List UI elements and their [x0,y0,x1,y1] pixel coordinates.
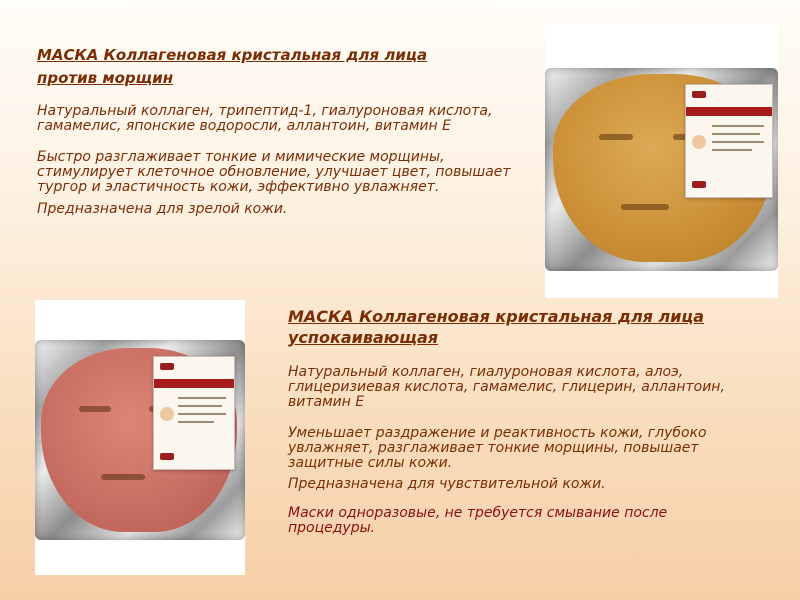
product1-description [37,44,517,217]
product2-title-line2: успокаивающая [288,328,439,347]
product1-purpose: Предназначена для зрелой кожи. [37,201,288,217]
foil-package [35,340,245,540]
product2-title-line1: МАСКА Коллагеновая кристальная для лица [288,307,705,326]
product2-photo [35,300,245,575]
mask-eye-slit-left [79,406,111,412]
usage-note: Маски одноразовые, не требуется смывание после процедуры. [288,505,668,536]
product1-title-line1: МАСКА Коллагеновая кристальная для лица [37,46,428,64]
product1-ingredients: Натуральный коллаген, трипептид-1, гиалуроновая кислота, гамамелис, японские водоросли, аллантоин, витамин Е [37,103,493,134]
model-face-image [160,407,174,421]
product2-effect: Уменьшает раздражение и реактивность кожи, глубоко увлажняет, разглаживает тонкие морщины, повышает защитные силы кожи. [288,425,707,471]
product1-title-line2: против морщин [37,69,174,87]
mask-eye-slit-left [599,134,633,140]
brand-logo [692,91,706,98]
label-band [686,107,772,116]
product2-description [288,306,758,536]
product-label-card [685,84,773,198]
product1-photo [545,23,778,298]
product2-ingredients: Натуральный коллаген, гиалуроновая кислота, алоэ, глицеризиевая кислота, гамамелис, глицерин, аллантоин, витамин Е [288,364,725,410]
brand-logo-bottom [160,453,174,460]
brand-logo [160,363,174,370]
product-label-card [153,356,235,470]
mask-mouth-slit [101,474,145,480]
product1-effect: Быстро разглаживает тонкие и мимические морщины, стимулирует клеточное обновление, улучшает цвет, повышает тургор и эластичность кожи, эффективно увлажняет. [37,149,511,195]
model-face-image [692,135,706,149]
label-band [154,379,234,388]
foil-package [545,68,778,271]
product2-purpose: Предназначена для чувствительной кожи. [288,476,606,492]
mask-mouth-slit [621,204,669,210]
brand-logo-bottom [692,181,706,188]
